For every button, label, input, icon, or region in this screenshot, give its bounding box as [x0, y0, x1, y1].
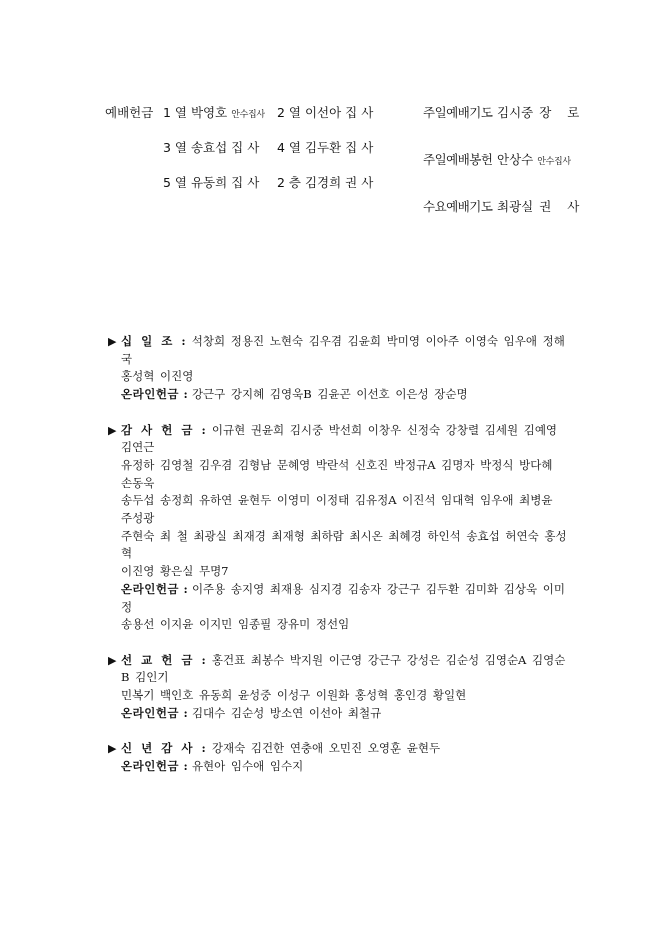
usher-a: 3 열 송효섭 집 사 — [163, 140, 260, 155]
prayer-row — [423, 150, 571, 168]
online-offering-line — [108, 581, 568, 616]
online-offering-label: 온라인헌금 : — [121, 387, 189, 402]
online-donor-names: 강근구 강지혜 김영욱B 김윤곤 이선호 이은성 장순명 — [191, 387, 468, 402]
offering-names-line — [108, 333, 568, 368]
online-offering-label: 온라인헌금 : — [121, 758, 189, 773]
arrow-icon: ▶ — [108, 335, 117, 348]
online-donor-names: 이주용 송지영 최재용 심지경 김송자 강근구 김두환 김미화 김상욱 이미정 — [121, 581, 566, 614]
prayer-name: 안상수 — [497, 152, 534, 167]
donor-names: 홍성혁 이진영 — [121, 369, 194, 384]
donor-names: 홍건표 최봉수 박지원 이근영 강근구 강성은 김순성 김영순A 김영순B 김인기 — [121, 652, 566, 685]
prayer-name: 김시중 — [497, 105, 534, 120]
online-offering-line — [108, 705, 568, 723]
online-donor-names: 김대수 김순성 방소연 이선아 최철규 — [191, 705, 382, 720]
prayer-row — [423, 197, 585, 215]
usher-b: 4 열 김두환 집 사 — [277, 140, 374, 155]
thanks-offering-list — [108, 333, 568, 793]
donor-names: 민복기 백인호 유동희 윤성중 이성구 이원화 홍성혁 홍인경 황일현 — [121, 688, 467, 703]
offering-names-line — [108, 457, 568, 492]
online-donor-names: 유현아 임수애 임수지 — [191, 758, 304, 773]
online-offering-line — [108, 616, 568, 634]
offering-names-line — [108, 687, 568, 705]
arrow-icon: ▶ — [108, 423, 117, 437]
prayer-name: 최광실 — [497, 199, 534, 214]
online-offering-label: 온라인헌금 : — [121, 581, 189, 596]
donor-names: 이규현 권윤희 김시중 박선희 이창우 신정숙 강창렬 김세원 김예영 김연근 — [121, 422, 558, 455]
offering-section — [108, 422, 568, 634]
online-offering-line — [108, 758, 568, 776]
offering-names-line — [108, 528, 568, 563]
offering-names-line — [108, 422, 568, 457]
offering-section — [108, 740, 568, 775]
prayer-title: 장 로 — [539, 105, 586, 120]
offering-category: 십 일 조 : — [121, 334, 189, 348]
online-offering-label: 온라인헌금 : — [121, 705, 189, 720]
prayer-label: 주일예배봉헌 — [423, 152, 493, 167]
donor-names: 이진영 황은실 무명7 — [121, 564, 229, 579]
usher-a: 5 열 유동희 집 사 — [163, 175, 260, 190]
prayer-label: 주일예배기도 — [423, 105, 493, 120]
prayer-row — [423, 103, 585, 121]
offering-names-line — [108, 652, 568, 687]
offering-names-line — [108, 563, 568, 581]
prayer-title: 안수집사 — [537, 157, 571, 167]
donor-names: 유정하 김영철 김우겸 김형남 문혜영 박란석 신호진 박정규A 김명자 박정식 방다혜 손동욱 — [121, 457, 553, 490]
online-offering-line — [108, 386, 568, 404]
usher-a: 1 열 박영호 안수집사 — [163, 105, 265, 120]
offering-names-line — [108, 740, 568, 758]
offering-label: 예배헌금 — [105, 105, 154, 120]
arrow-icon: ▶ — [108, 742, 117, 756]
prayer-title: 권 사 — [539, 199, 586, 214]
offering-names-line — [108, 492, 568, 527]
donor-names: 송두섭 송정희 유하연 윤현두 이영미 이정태 김유정A 이진석 임대혁 임우애 최병윤 주성광 — [121, 493, 553, 526]
offering-names-line — [108, 368, 568, 386]
donor-names: 강재숙 김건한 연충애 오민진 오영훈 윤현두 — [211, 741, 441, 756]
online-donor-names: 송용선 이지윤 이지민 임종필 장유미 정선임 — [121, 617, 350, 632]
offering-section — [108, 652, 568, 723]
prayer-label: 수요예배기도 — [423, 199, 493, 214]
offering-category: 감 사 헌 금 : — [121, 422, 209, 437]
donor-names: 주현숙 최 철 최광실 최재경 최재형 최하람 최시온 최혜경 하인석 송효섭 허연숙 홍성혁 — [121, 528, 567, 561]
arrow-icon: ▶ — [108, 653, 117, 667]
usher-b: 2 열 이선아 집 사 — [277, 105, 374, 120]
offering-category: 신 년 감 사 : — [121, 741, 209, 756]
offering-section — [108, 333, 568, 404]
offering-category: 선 교 헌 금 : — [121, 652, 209, 667]
usher-b: 2 층 김경희 권 사 — [277, 175, 374, 190]
donor-names: 석창희 정용진 노현숙 김우겸 김윤희 박미영 이아주 이영숙 임우애 정해국 — [121, 334, 565, 366]
